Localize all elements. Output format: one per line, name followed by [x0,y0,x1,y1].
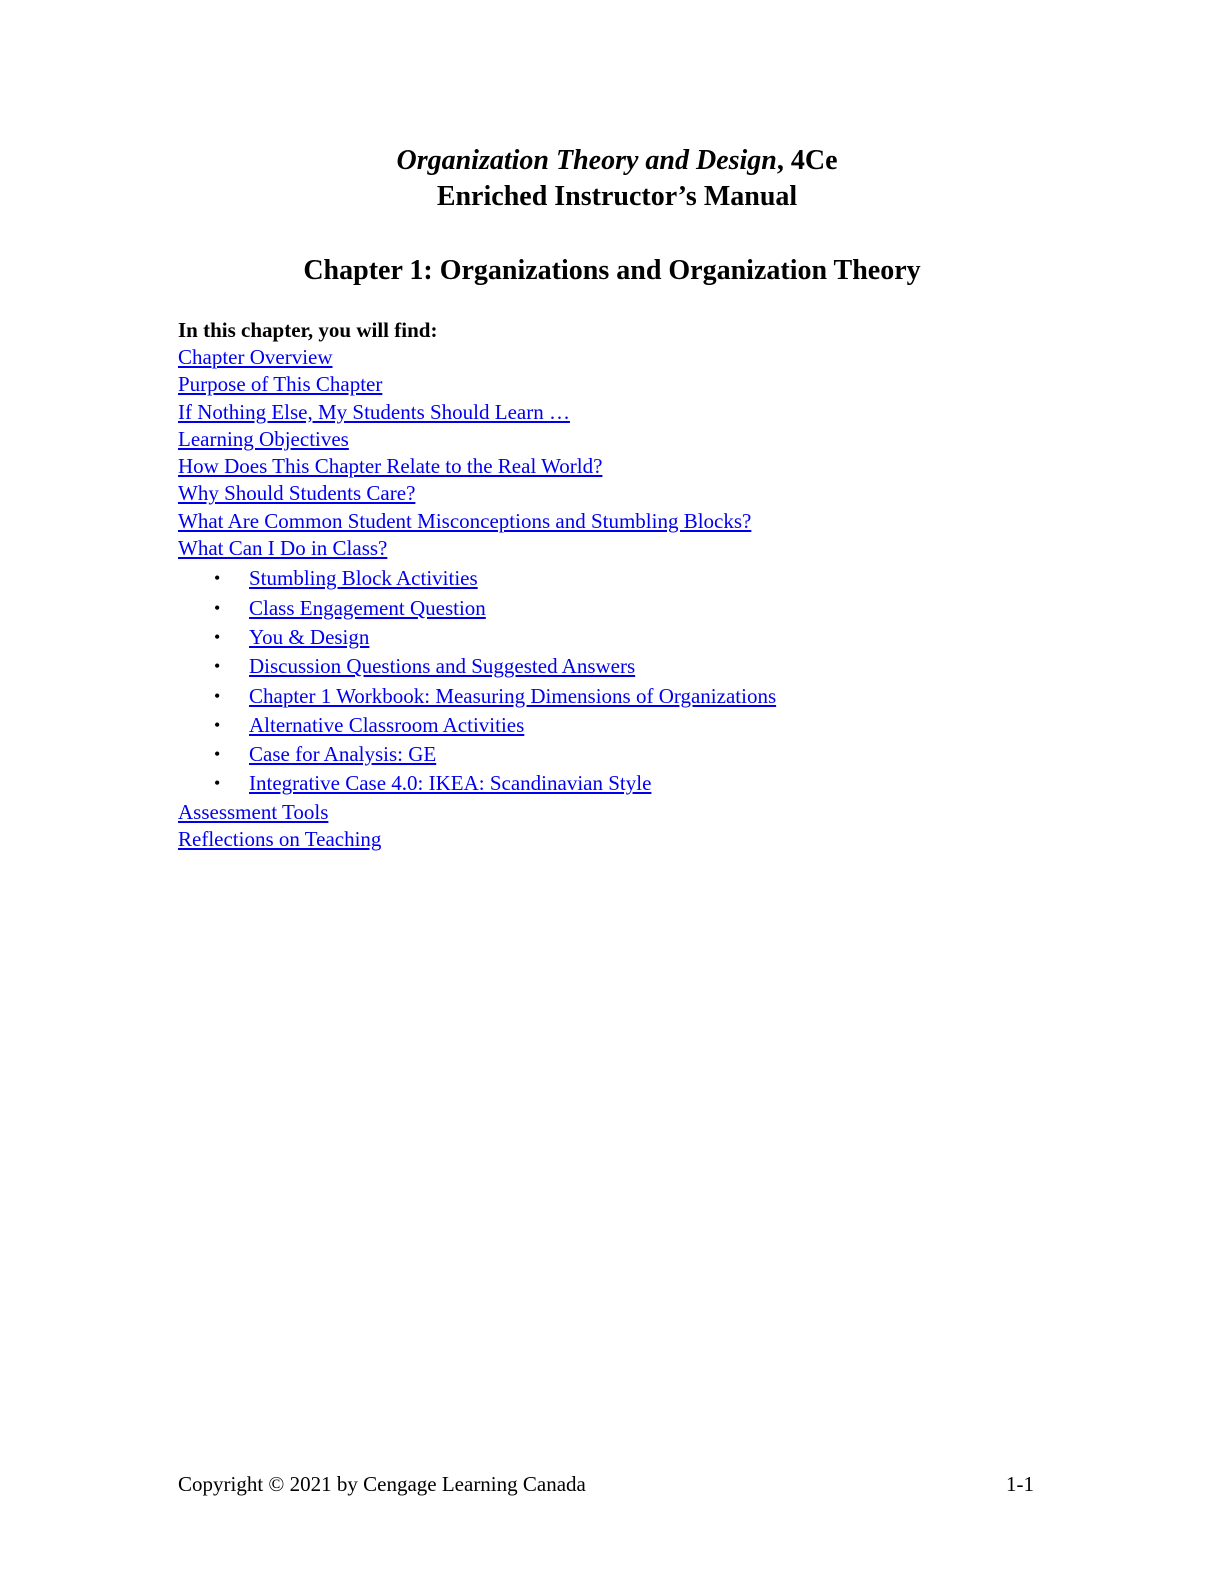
bullet-icon: • [214,685,221,706]
toc-link-real-world[interactable]: How Does This Chapter Relate to the Real World? [178,454,603,479]
toc-link-you-and-design[interactable]: You & Design [249,624,370,649]
toc-link-integrative-case-ikea[interactable]: Integrative Case 4.0: IKEA: Scandinavian Style [249,771,652,796]
toc-sub-item [178,623,1078,652]
toc-item [178,480,1078,507]
chapter-title: Chapter 1: Organizations and Organization Theory [303,255,921,286]
toc-item [178,508,1078,535]
toc-item [178,426,1078,453]
toc-item [178,799,1078,826]
copyright-notice: Copyright © 2021 by Cengage Learning Canada [178,1472,586,1496]
toc-link-workbook[interactable]: Chapter 1 Workbook: Measuring Dimensions of Organizations [249,683,777,708]
page-number: 1-1 [1006,1472,1034,1496]
toc-sub-item [178,564,1078,593]
bullet-icon: • [214,626,221,647]
toc-link-case-analysis-ge[interactable]: Case for Analysis: GE [249,742,437,767]
toc-sub-item [178,740,1078,769]
toc-item [178,399,1078,426]
toc-item [178,371,1078,398]
toc-sub-list [178,562,1078,798]
toc-link-stumbling-block-activities[interactable]: Stumbling Block Activities [249,566,478,591]
toc-link-assessment-tools[interactable]: Assessment Tools [178,799,329,824]
toc-link-purpose[interactable]: Purpose of This Chapter [178,372,383,397]
bullet-icon: • [214,773,221,794]
bullet-icon: • [214,597,221,618]
toc-sub-item [178,594,1078,623]
toc-link-discussion-questions[interactable]: Discussion Questions and Suggested Answers [249,654,636,679]
toc-link-reflections[interactable]: Reflections on Teaching [178,827,382,852]
toc-link-chapter-overview[interactable]: Chapter Overview [178,345,333,369]
toc-heading: In this chapter, you will find: [178,318,438,342]
toc-sub-item [178,682,1078,711]
toc-link-class-engagement[interactable]: Class Engagement Question [249,595,486,620]
manual-title: Enriched Instructor’s Manual [436,181,798,212]
toc-item [178,344,1078,371]
toc-item [178,826,1078,853]
toc-link-why-care[interactable]: Why Should Students Care? [178,481,416,506]
toc-sub-item [178,652,1078,681]
toc-sub-item [178,769,1078,798]
toc-link-learning-objectives[interactable]: Learning Objectives [178,426,349,451]
bullet-icon: • [214,714,221,735]
toc-link-misconceptions[interactable]: What Are Common Student Misconceptions and Stumbling Blocks? [178,508,752,533]
toc-link-in-class[interactable]: What Can I Do in Class? [178,536,388,561]
toc-sub-item [178,711,1078,740]
toc-item [178,453,1078,480]
toc-link-if-nothing-else[interactable]: If Nothing Else, My Students Should Learn … [178,399,570,424]
bullet-icon: • [214,568,221,589]
title-block [0,143,1224,215]
bullet-icon: • [214,744,221,765]
table-of-contents [178,316,1078,853]
toc-item [178,535,1078,799]
bullet-icon: • [214,656,221,677]
toc-list [178,344,1078,853]
book-title-line [0,143,1224,179]
book-edition: , 4Ce [776,145,838,176]
toc-link-alternative-activities[interactable]: Alternative Classroom Activities [249,712,525,737]
book-title: Organization Theory and Design [396,145,777,176]
